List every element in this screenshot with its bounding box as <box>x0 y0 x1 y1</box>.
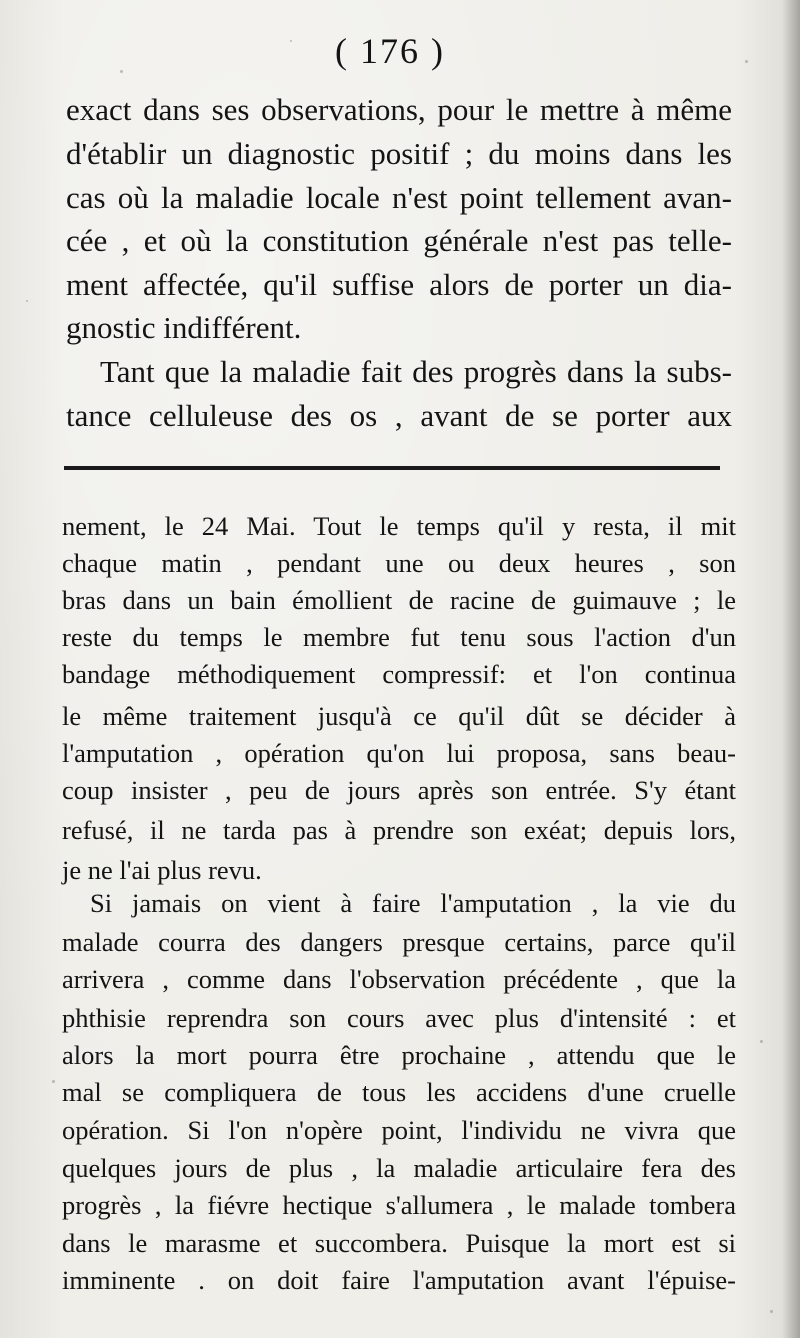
footnote-line: mal se compliquera de tous les accidens d'une cruelle <box>62 1077 736 1107</box>
paper-speck <box>26 300 28 302</box>
footnote-line: phthisie reprendra son cours avec plus d'intensité : et <box>62 1003 736 1033</box>
main-text-line: cas où la maladie locale n'est point tellement avan- <box>66 180 732 215</box>
footnote-line: imminente . on doit faire l'amputation avant l'épuise- <box>62 1265 736 1295</box>
footnote-line: progrès , la fiévre hectique s'allumera , le malade tombera <box>62 1190 736 1220</box>
paper-speck <box>745 60 748 63</box>
footnote-line: dans le marasme et succombera. Puisque la mort est si <box>62 1228 736 1258</box>
page-edge-shadow <box>782 0 800 1338</box>
footnote-line: bras dans un bain émollient de racine de guimauve ; le <box>62 585 736 615</box>
footnote-separator-rule <box>64 466 720 470</box>
footnote-line: le même traitement jusqu'à ce qu'il dût se décider à <box>62 701 736 731</box>
footnote-line: alors la mort pourra être prochaine , attendu que le <box>62 1040 736 1070</box>
footnote-line: bandage méthodiquement compressif: et l'on continua <box>62 659 736 689</box>
footnote-line: malade courra des dangers presque certains, parce qu'il <box>62 927 736 957</box>
footnote-line: Si jamais on vient à faire l'amputation , la vie du <box>90 888 736 918</box>
main-text-line: Tant que la maladie fait des progrès dans la subs- <box>100 354 732 389</box>
paper-speck <box>120 70 123 73</box>
main-text-line: gnostic indifférent. <box>66 310 302 345</box>
paper-speck <box>770 1310 773 1313</box>
paper-speck <box>290 40 292 42</box>
footnote-line: coup insister , peu de jours après son entrée. S'y étant <box>62 775 736 805</box>
footnote-line: refusé, il ne tarda pas à prendre son exéat; depuis lors, <box>62 815 736 845</box>
footnote-line: reste du temps le membre fut tenu sous l'action d'un <box>62 622 736 652</box>
main-text-line: d'établir un diagnostic positif ; du moins dans les <box>66 136 732 171</box>
footnote-line: nement, le 24 Mai. Tout le temps qu'il y resta, il mit <box>62 511 736 541</box>
main-text-line: cée , et où la constitution générale n'est pas telle- <box>66 223 732 258</box>
main-text-line: ment affectée, qu'il suffise alors de porter un dia- <box>66 267 732 302</box>
paper-speck <box>760 1040 763 1043</box>
footnote-line: arrivera , comme dans l'observation précédente , que la <box>62 964 736 994</box>
main-text-line: exact dans ses observations, pour le mettre à même <box>66 92 732 127</box>
footnote-line: chaque matin , pendant une ou deux heures , son <box>62 548 736 578</box>
footnote-line: je ne l'ai plus revu. <box>62 855 262 885</box>
footnote-line: quelques jours de plus , la maladie articulaire fera des <box>62 1153 736 1183</box>
footnote-line: l'amputation , opération qu'on lui proposa, sans beau- <box>62 738 736 768</box>
main-text-line: tance celluleuse des os , avant de se porter aux <box>66 398 732 433</box>
page-number: ( 176 ) <box>335 31 445 71</box>
paper-speck <box>52 1080 55 1083</box>
footnote-line: opération. Si l'on n'opère point, l'individu ne vivra que <box>62 1115 736 1145</box>
